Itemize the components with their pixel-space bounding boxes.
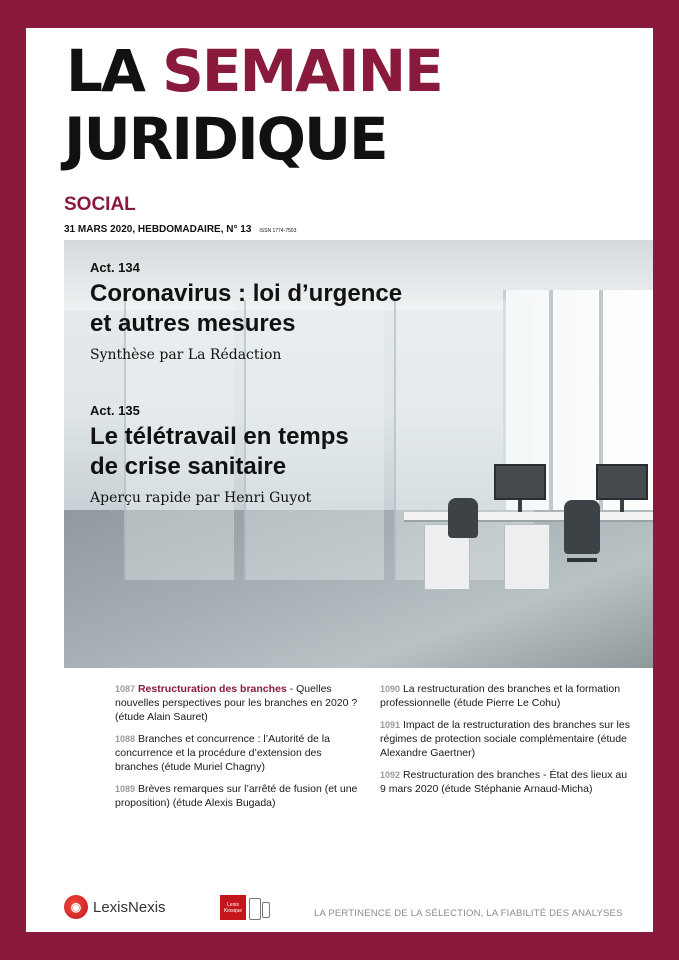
- toc-item-number: 1087: [115, 684, 136, 694]
- kiosque-line1: Lexis: [227, 901, 239, 908]
- lexisnexis-logo-icon: ◉: [64, 895, 88, 919]
- headline-line: et autres mesures: [90, 310, 296, 337]
- feature-headline: [90, 279, 402, 339]
- toc-item-number: 1091: [380, 720, 401, 730]
- toc-item-text: Restructuration des branches - État des lieux au 9 mars 2020 (étude Stéphanie Arnaud-Micha): [380, 769, 628, 795]
- dateline: [64, 224, 296, 235]
- headline-line: Le télétravail en temps: [90, 423, 349, 450]
- toc-item[interactable]: [380, 768, 630, 796]
- photo-monitor-stand: [518, 500, 522, 512]
- toc-item-text: Branches et concurrence : l’Autorité de la concurrence et la procédure d’extension des branches (étude Muriel Chagny): [115, 733, 330, 773]
- photo-chair: [448, 498, 478, 538]
- act-number: Act. 134: [90, 260, 140, 275]
- photo-chair: [564, 500, 600, 554]
- photo-chair-base: [567, 558, 597, 562]
- photo-monitor: [494, 464, 546, 500]
- tablet-icon: [249, 898, 261, 920]
- photo-cabinet: [504, 524, 550, 590]
- toc-item-number: 1089: [115, 784, 136, 794]
- toc-item-number: 1090: [380, 684, 401, 694]
- toc-item-text: Impact de la restructuration des branches sur les régimes de protection sociale complémentaire (étude Alexandre Gaertner): [380, 719, 630, 759]
- toc-item-number: 1092: [380, 770, 401, 780]
- kiosque-line2: Kiosque: [223, 907, 243, 914]
- feature-article-1[interactable]: [90, 260, 402, 363]
- photo-window-bar: [549, 290, 553, 520]
- headline-line: de crise sanitaire: [90, 453, 287, 480]
- masthead-title-la: LA: [66, 37, 144, 105]
- toc-item-text: Brèves remarques sur l’arrêté de fusion (et une proposition) (étude Alexis Bugada): [115, 783, 358, 809]
- masthead-title-semaine: SEMAINE: [162, 37, 442, 105]
- photo-monitor-stand: [620, 500, 624, 512]
- toc-item[interactable]: [115, 732, 367, 774]
- feature-article-2[interactable]: [90, 403, 349, 506]
- issn: ISSN 1774-7503: [259, 228, 297, 234]
- toc-item[interactable]: [115, 782, 367, 810]
- act-number: Act. 135: [90, 403, 140, 418]
- kiosque-badge: [220, 895, 246, 920]
- feature-byline: Synthèse par La Rédaction: [90, 347, 282, 363]
- toc-item[interactable]: [380, 682, 630, 710]
- toc-right-column: [380, 682, 630, 804]
- cover-page: [26, 28, 653, 932]
- toc-item-text: La restructuration des branches et la formation professionnelle (étude Pierre Le Cohu): [380, 683, 621, 709]
- headline-line: Coronavirus : loi d’urgence: [90, 280, 403, 307]
- feature-headline: [90, 422, 349, 482]
- toc-item-number: 1088: [115, 734, 136, 744]
- toc-left-column: [115, 682, 367, 818]
- publisher-logo: [64, 895, 166, 919]
- tagline: LA PERTINENCE DE LA SÉLECTION, LA FIABILITÉ DES ANALYSES: [314, 908, 623, 919]
- publisher-name: LexisNexis: [93, 898, 166, 916]
- toc-item-highlight: Restructuration des branches: [137, 683, 287, 695]
- masthead-title-line1: [66, 37, 442, 105]
- masthead-title-line2: JURIDIQUE: [64, 105, 387, 173]
- toc-item[interactable]: [115, 682, 367, 724]
- feature-byline: Aperçu rapide par Henri Guyot: [90, 490, 312, 506]
- section-label: SOCIAL: [64, 194, 136, 215]
- toc-item-text: - Quelles nouvelles perspectives pour les branches en 2020 ? (étude Alain Sauret): [115, 683, 358, 723]
- photo-monitor: [596, 464, 648, 500]
- phone-icon: [262, 902, 270, 918]
- photo-desk: [404, 512, 653, 522]
- toc-item[interactable]: [380, 718, 630, 760]
- issue-date: 31 MARS 2020, HEBDOMADAIRE, N° 13: [64, 224, 252, 235]
